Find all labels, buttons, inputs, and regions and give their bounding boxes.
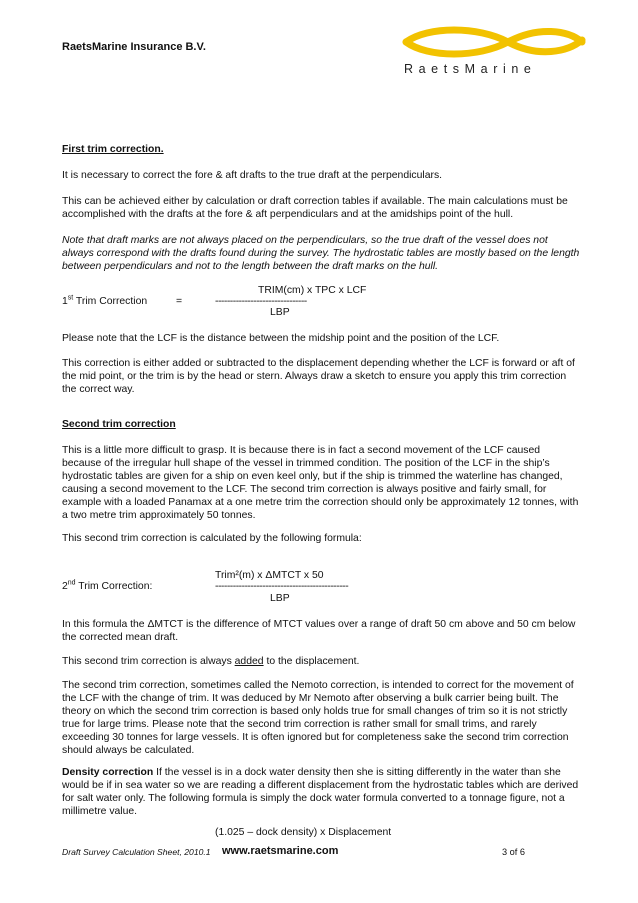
heading-second-trim: Second trim correction [62,419,176,430]
paragraph: This second trim correction is calculated by the following formula: [62,533,362,544]
footer-website-link[interactable]: www.raetsmarine.com [222,845,339,857]
paragraph: Density correction If the vessel is in a dock water density then she is sitting differently in the water than she would be if in sea water so we are reading a different displacement from the hydrostatic tables which are derived for salt water only. The following formula is simply the dock water formula converted to a tonnage figure, not a millimetre value. [62,767,579,817]
formula-numerator: TRIM(cm) x TPC x LCF [258,285,367,296]
paragraph: In this formula the ΔMTCT is the difference of MTCT values over a range of draft 50 cm above and 50 cm below the corrected mean draft. [62,619,576,643]
formula-divider: ------------------------------- [215,296,307,307]
paragraph: This is a little more difficult to grasp. It is because there is in fact a second movement of the LCF caused because of the irregular hull shape of the vessel in trimmed condition. The position of the LCF in the ship’s hydrostatic tables are given for a ship on even keel only, but if the ship is trimmed the waterline has changed, causing a second movement to the LCF. The second trim correction is always positive and fairly small, for example with a loaded Panamax at a one metre trim the correction should only be approximately 12 tonnes, with a two metre trim approximately 50 tonnes. [62,445,579,521]
paragraph: The second trim correction, sometimes called the Nemoto correction, is intended to correct for the movement of the LCF with the change of trim. It was deduced by Mr Nemoto after observing a bulk carrier being built. The theory on which the second trim correction is based only holds true for small changes of trim so it is not strictly true for large trims. Please note that the second trim correction is rather small for small trims, and rarely exceeding 30 tonnes for large vessels. It is often ignored but for completeness sake the second trim correction should always be calculated. [62,680,574,756]
formula-divider: --------------------------------------------- [215,581,349,592]
paragraph: This correction is either added or subtracted to the displacement depending whether the LCF is forward or aft of the mid point, or the trim is by the head or stern. Always draw a sketch to ensure you apply this trim correction the correct way. [62,358,575,395]
formula-equals: = [176,296,183,307]
formula-denominator: LBP [270,307,290,318]
footer-document-title: Draft Survey Calculation Sheet, 2010.1 [62,847,211,857]
formula-label: 2nd Trim Correction: [62,579,153,592]
paragraph: This can be achieved either by calculation or draft correction tables if available. The main calculations must be accomplished with the drafts at the fore & aft perpendiculars and at the amidships point of the hull. [62,196,568,220]
paragraph: It is necessary to correct the fore & aft drafts to the true draft at the perpendiculars. [62,170,443,181]
formula-numerator: Trim²(m) x ΔMTCT x 50 [215,570,324,581]
paragraph: Please note that the LCF is the distance between the midship point and the position of the LCF. [62,333,500,344]
formula-label: 1st Trim Correction [62,294,148,307]
company-name: RaetsMarine Insurance B.V. [62,41,206,53]
heading-density: Density correction [62,767,154,778]
paragraph: This second trim correction is always added to the displacement. [62,656,360,667]
heading-first-trim: First trim correction. [62,144,164,155]
logo-wordmark: RaetsMarine [404,62,537,76]
footer-page-number: 3 of 6 [502,847,525,857]
formula-denominator: LBP [270,593,290,604]
formula-density: (1.025 – dock density) x Displacement [215,827,392,838]
note-paragraph: Note that draft marks are not always placed on the perpendiculars, so the true draft of the vessel does not always correspond with the drafts found during the survey. The hydrostatic tables are mostly based on the length between perpendiculars and not to the length between the draft marks on the hull. [62,235,580,272]
